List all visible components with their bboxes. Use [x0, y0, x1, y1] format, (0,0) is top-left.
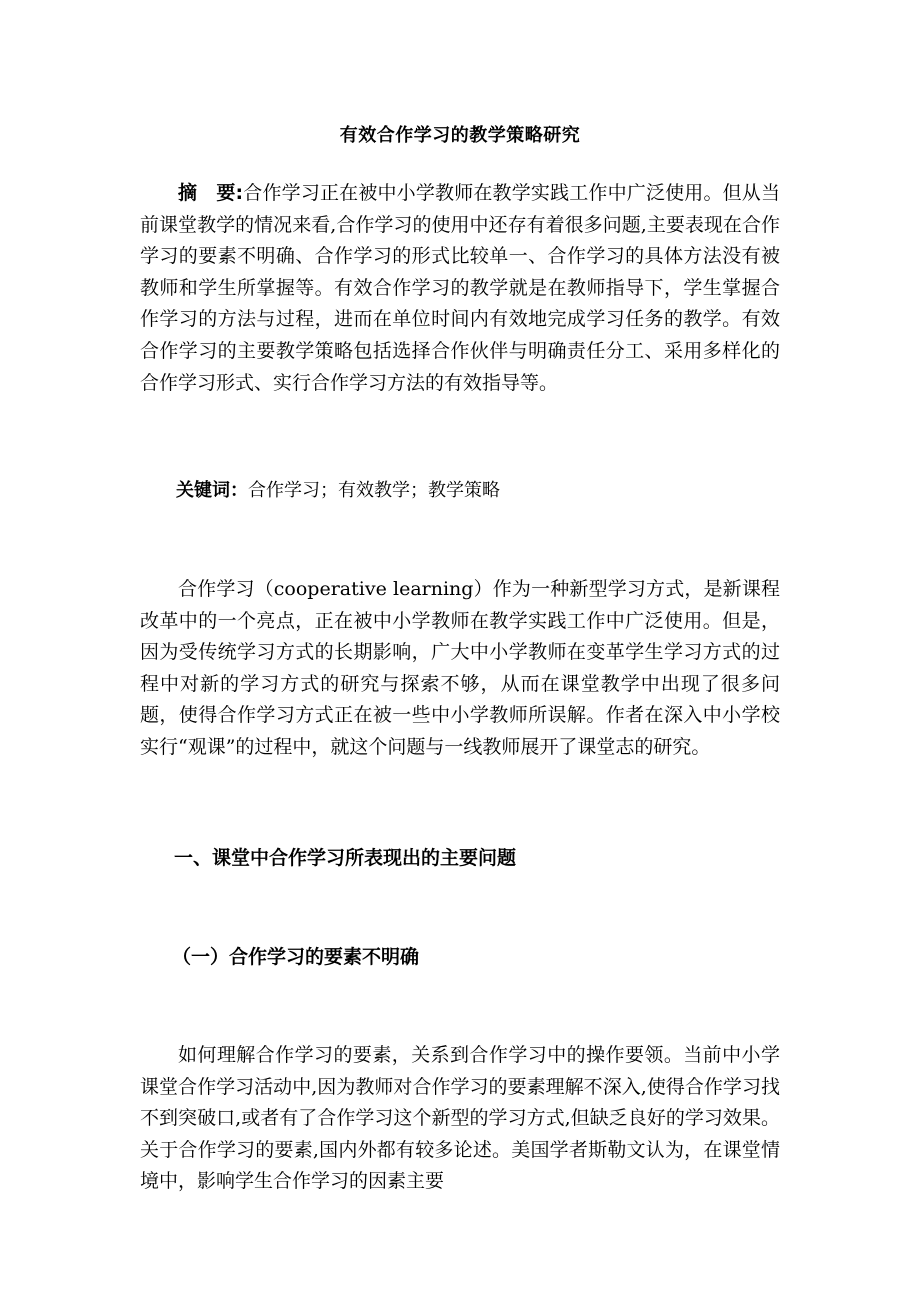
intro-paragraph: 合作学习（cooperative learning）作为一种新型学习方式，是新课程改革中的一个亮点，正在被中小学教师在教学实践工作中广泛使用。但是，因为受传统学习方式的长期影响，广大中小学教师在变革学生学习方式的过程中对新的学习方式的研究与探索不够，从而在课堂教学中出现了很多问题，使得合作学习方式正在被一些中小学教师所误解。作者在深入中小学校实行“观课”的过程中，就这个问题与一线教师展开了课堂志的研究。	[140, 578, 780, 758]
abstract-label: 摘 要:	[178, 182, 244, 204]
abstract-paragraph	[140, 178, 780, 399]
section-heading: 一、课堂中合作学习所表现出的主要问题	[174, 847, 517, 869]
abstract-text: 合作学习正在被中小学教师在教学实践工作中广泛使用。但从当前课堂教学的情况来看,合作学习的使用中还存有着很多问题,主要表现在合作学习的要素不明确、合作学习的形式比较单一、合作学习的具体方法没有被教师和学生所掌握等。有效合作学习的教学就是在教师指导下，学生掌握合作学习的方法与过程，进而在单位时间内有效地完成学习任务的教学。有效合作学习的主要教学策略包括选择合作伙伴与明确责任分工、采用多样化的合作学习形式、实行合作学习方法的有效指导等。	[140, 182, 780, 394]
page-title: 有效合作学习的教学策略研究	[339, 125, 581, 146]
keywords-line	[176, 476, 500, 506]
body-paragraph: 如何理解合作学习的要素，关系到合作学习中的操作要领。当前中小学课堂合作学习活动中,因为教师对合作学习的要素理解不深入,使得合作学习找不到突破口,或者有了合作学习这个新型的学习方式,但缺乏良好的学习效果。关于合作学习的要素,国内外都有较多论述。美国学者斯勒文认为，在课堂情境中，影响学生合作学习的因素主要	[140, 1044, 780, 1193]
keywords-text: 合作学习；有效教学；教学策略	[248, 480, 500, 501]
subsection-heading: （一）合作学习的要素不明确	[172, 946, 420, 968]
keywords-label: 关键词：	[176, 480, 248, 501]
